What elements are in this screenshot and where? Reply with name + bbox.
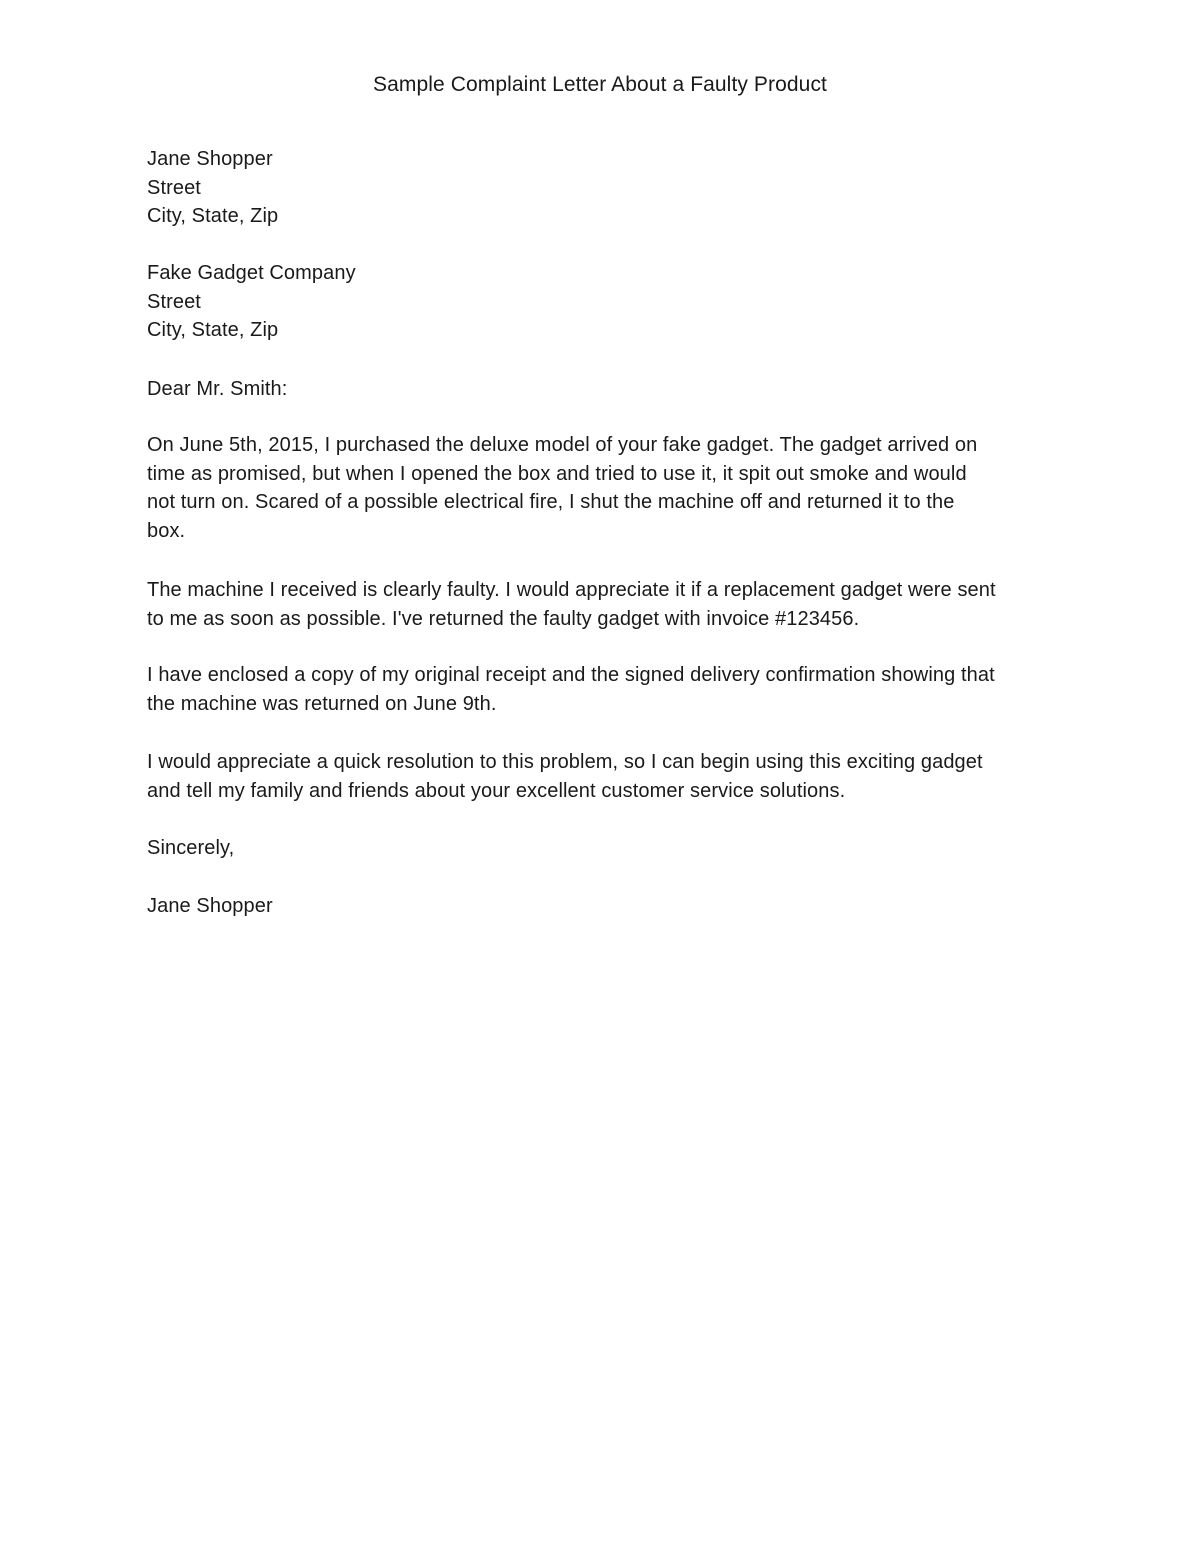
paragraph-line: I have enclosed a copy of my original receipt and the signed delivery confirmation showing that	[147, 664, 995, 686]
closing	[147, 834, 1067, 863]
paragraph-line: I would appreciate a quick resolution to this problem, so I can begin using this exciting gadget	[147, 751, 983, 773]
paragraph-3	[147, 661, 1067, 718]
document-title: Sample Complaint Letter About a Faulty Product	[372, 73, 827, 96]
signature	[147, 892, 1067, 921]
paragraph-line: The machine I received is clearly faulty. I would appreciate it if a replacement gadget were sent	[147, 579, 996, 601]
sender-address	[147, 145, 1067, 231]
salutation	[147, 375, 1067, 404]
paragraph-line: to me as soon as possible. I've returned the faulty gadget with invoice #123456.	[147, 607, 860, 630]
paragraph-1	[147, 431, 1067, 546]
recipient-name: Fake Gadget Company	[147, 262, 356, 284]
paragraph-line: the machine was returned on June 9th.	[147, 692, 497, 715]
paragraph-line: box.	[147, 520, 186, 543]
paragraph-2	[147, 576, 1067, 633]
recipient-city-state-zip: City, State, Zip	[147, 319, 279, 342]
paragraph-line: time as promised, but when I opened the box and tried to use it, it spit out smoke and would	[147, 462, 967, 485]
signature-name: Jane Shopper	[147, 895, 273, 917]
paragraph-4	[147, 748, 1067, 805]
recipient-street: Street	[147, 290, 201, 313]
recipient-address	[147, 259, 1067, 345]
sender-name: Jane Shopper	[147, 148, 273, 170]
paragraph-line: On June 5th, 2015, I purchased the deluxe model of your fake gadget. The gadget arrived on	[147, 434, 978, 456]
paragraph-line: not turn on. Scared of a possible electrical fire, I shut the machine off and returned it to the	[147, 491, 955, 514]
closing-text: Sincerely,	[147, 837, 235, 859]
sender-street: Street	[147, 176, 201, 199]
sender-city-state-zip: City, State, Zip	[147, 205, 279, 228]
paragraph-line: and tell my family and friends about your excellent customer service solutions.	[147, 779, 846, 802]
salutation-text: Dear Mr. Smith:	[147, 378, 288, 400]
